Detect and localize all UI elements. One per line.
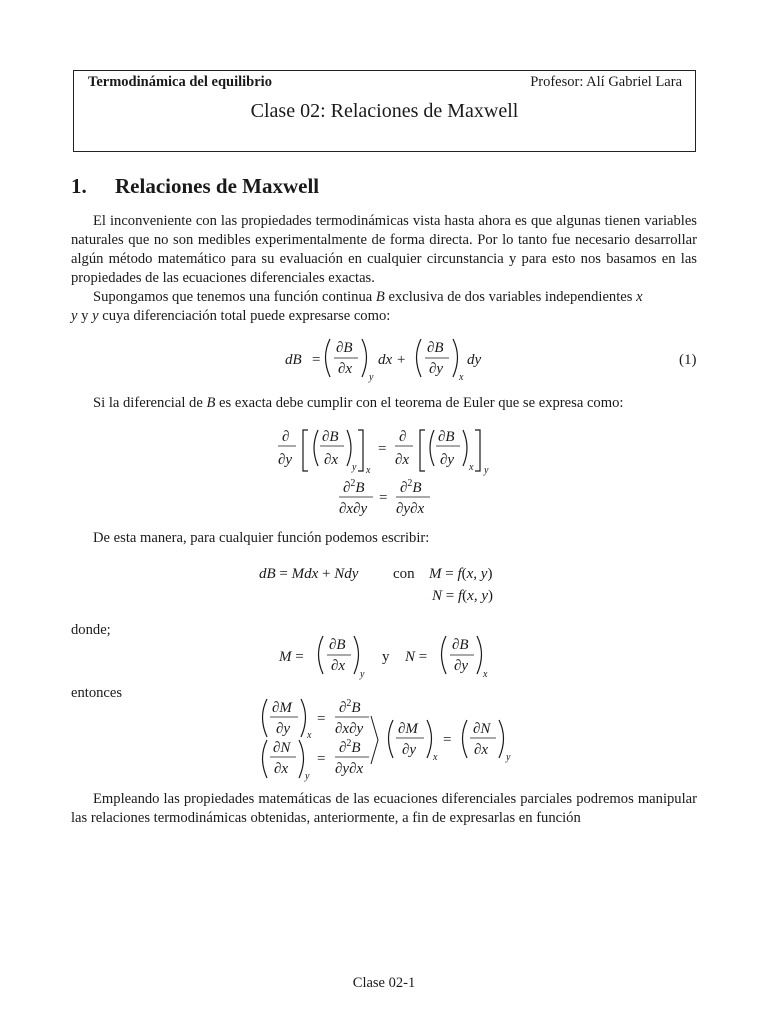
svg-text:x: x — [459, 372, 464, 383]
svg-text:x: x — [366, 465, 371, 476]
paragraph-entonces: entonces — [71, 685, 123, 701]
paragraph-intro: El inconveniente con las propiedades termodinámicas vista hasta ahora es que algunas tienen variables naturales que no son medibles experimentalmente de forma directa. Por lo tanto fue necesario desarrollar algún método matemático para su evaluación en cualquier circunstancia y para esto nos basamos en las propiedades de las ecuaciones diferenciales exactas. — [71, 213, 697, 286]
svg-text:M =: M = — [279, 649, 304, 665]
svg-text:y: y — [352, 462, 357, 473]
svg-text:∂B: ∂B — [329, 637, 346, 653]
svg-text:x: x — [307, 730, 312, 741]
svg-text:∂: ∂ — [282, 429, 290, 445]
svg-text:∂x: ∂x — [324, 452, 339, 468]
svg-text:∂x: ∂x — [338, 361, 353, 377]
svg-text:∂N: ∂N — [473, 721, 491, 737]
svg-text:dx: dx — [378, 352, 393, 368]
svg-text:∂x∂y: ∂x∂y — [339, 501, 368, 517]
equation-number: (1) — [679, 352, 697, 368]
svg-text:N = f(x, y): N = f(x, y) — [432, 588, 493, 604]
svg-text:dy: dy — [467, 352, 482, 368]
svg-text:∂x∂y: ∂x∂y — [335, 721, 364, 737]
svg-text:∂y: ∂y — [440, 452, 455, 468]
svg-text:∂B: ∂B — [427, 340, 444, 356]
svg-text:∂M: ∂M — [272, 700, 292, 716]
svg-text:∂x: ∂x — [274, 761, 289, 777]
svg-text:∂: ∂ — [399, 429, 407, 445]
svg-text:∂2B: ∂$^2$B — [339, 738, 361, 756]
svg-text:∂N: ∂N — [273, 740, 291, 756]
class-title: Clase 02: Relaciones de Maxwell — [250, 100, 519, 122]
professor-name: Profesor: Alí Gabriel Lara — [530, 74, 682, 90]
svg-text:∂x: ∂x — [331, 658, 346, 674]
equation-euler-2 — [339, 478, 430, 517]
svg-text:∂y∂x: ∂y∂x — [335, 761, 364, 777]
svg-text:∂y: ∂y — [278, 452, 293, 468]
svg-text:∂y: ∂y — [276, 721, 291, 737]
svg-text:∂B: ∂B — [438, 429, 455, 445]
section-number: 1. — [71, 174, 87, 198]
paragraph-any-function: De esta manera, para cualquier función podemos escribir: — [93, 530, 430, 546]
svg-text:=: = — [317, 711, 326, 727]
svg-text:x: x — [483, 669, 488, 680]
svg-text:∂M: ∂M — [398, 721, 418, 737]
svg-text:∂x: ∂x — [474, 742, 489, 758]
svg-text:con: con — [393, 566, 415, 582]
equation-M-N — [278, 636, 488, 680]
svg-text:y: y — [484, 465, 489, 476]
section-title: Relaciones de Maxwell — [115, 174, 320, 198]
svg-text:=: = — [379, 490, 388, 506]
svg-text:dB: dB — [285, 352, 302, 368]
svg-text:∂B: ∂B — [322, 429, 339, 445]
svg-text:∂B: ∂B — [452, 637, 469, 653]
svg-text:∂2B: ∂$^2$B — [400, 478, 422, 496]
svg-text:∂2B: ∂$^2$B — [343, 478, 365, 496]
svg-text:y: y — [506, 752, 511, 763]
equation-maxwell-condition — [263, 698, 512, 782]
svg-text:y: y — [369, 372, 374, 383]
paragraph-function: Supongamos que tenemos una función continua B exclusiva de dos variables independientes x y y y cuya diferenciación total puede expresarse como: — [71, 289, 643, 324]
equation-total-differential — [259, 566, 493, 604]
paragraph-euler: Si la diferencial de B es exacta debe cumplir con el teorema de Euler que se expresa como: — [93, 395, 624, 411]
svg-text:y: y — [305, 771, 310, 782]
svg-text:=: = — [378, 441, 387, 457]
svg-text:∂2B: ∂$^2$B — [339, 698, 361, 716]
svg-text:N =: N = — [405, 649, 428, 665]
equation-1 — [285, 339, 697, 383]
equation-euler-1 — [278, 429, 489, 476]
svg-text:∂y∂x: ∂y∂x — [396, 501, 425, 517]
svg-text:∂y: ∂y — [402, 742, 417, 758]
svg-text:M = f(x, y): M = f(x, y) — [429, 566, 493, 582]
course-title: Termodinámica del equilibrio — [88, 74, 272, 90]
svg-text:∂B: ∂B — [336, 340, 353, 356]
paragraph-properties: Empleando las propiedades matemáticas de las ecuaciones diferenciales parciales podremos manipular las relaciones termodinámicas obtenidas, anteriormente, a fin de expresarlas en función — [71, 791, 697, 826]
svg-text:+: + — [397, 352, 406, 368]
svg-text:y: y — [360, 669, 365, 680]
svg-text:∂x: ∂x — [395, 452, 410, 468]
svg-text:x: x — [469, 462, 474, 473]
svg-text:dB = Mdx + Ndy: dB = Mdx + Ndy — [259, 566, 359, 582]
svg-text:=: = — [312, 352, 321, 368]
paragraph-donde: donde; — [71, 622, 111, 638]
svg-text:=: = — [443, 732, 452, 748]
page-number: Clase 02-1 — [352, 975, 416, 991]
svg-text:y: y — [382, 649, 390, 665]
svg-text:=: = — [317, 751, 326, 767]
svg-text:∂y: ∂y — [429, 361, 444, 377]
svg-text:∂y: ∂y — [454, 658, 469, 674]
svg-text:x: x — [433, 752, 438, 763]
